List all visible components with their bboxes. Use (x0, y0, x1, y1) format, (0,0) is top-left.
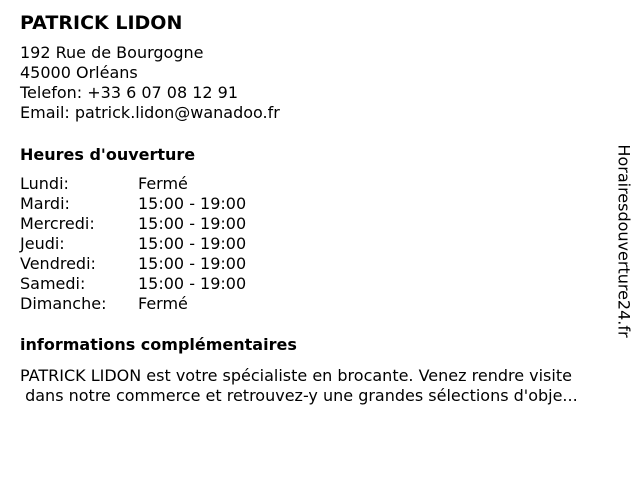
hours-day: Vendredi: (20, 254, 96, 273)
hours-time: 15:00 - 19:00 (138, 254, 247, 273)
description-line: PATRICK LIDON est votre spécialiste en brocante. Venez rendre visite (20, 366, 572, 385)
hours-day: Jeudi: (20, 234, 65, 253)
opening-hours-table (20, 174, 246, 314)
phone-number: Telefon: +33 6 07 08 12 91 (20, 83, 239, 102)
hours-row (20, 274, 246, 294)
hours-row (20, 174, 246, 194)
business-description (20, 366, 630, 406)
hours-day: Lundi: (20, 174, 69, 193)
hours-day: Mercredi: (20, 214, 95, 233)
hours-row (20, 194, 246, 214)
hours-time: Fermé (138, 294, 188, 313)
description-line: dans notre commerce et retrouvez-y une grandes sélections d'obje... (20, 386, 578, 405)
email-address: Email: patrick.lidon@wanadoo.fr (20, 103, 280, 122)
city-postcode: 45000 Orléans (20, 63, 138, 82)
hours-row (20, 294, 246, 314)
hours-time: 15:00 - 19:00 (138, 234, 247, 253)
hours-time: 15:00 - 19:00 (138, 194, 247, 213)
hours-day: Dimanche: (20, 294, 107, 313)
business-name: PATRICK LIDON (20, 12, 183, 34)
hours-row (20, 254, 246, 274)
site-watermark-text: Horairesdouverture24.fr (615, 144, 635, 338)
address-block (20, 43, 280, 123)
hours-time: Fermé (138, 174, 188, 193)
hours-time: 15:00 - 19:00 (138, 214, 247, 233)
hours-time: 15:00 - 19:00 (138, 274, 247, 293)
opening-hours-heading: Heures d'ouverture (20, 145, 196, 164)
hours-day: Mardi: (20, 194, 70, 213)
street-address: 192 Rue de Bourgogne (20, 43, 204, 62)
hours-day: Samedi: (20, 274, 86, 293)
site-watermark (613, 136, 635, 346)
hours-row (20, 234, 246, 254)
additional-info-heading: informations complémentaires (20, 335, 297, 354)
hours-row (20, 214, 246, 234)
